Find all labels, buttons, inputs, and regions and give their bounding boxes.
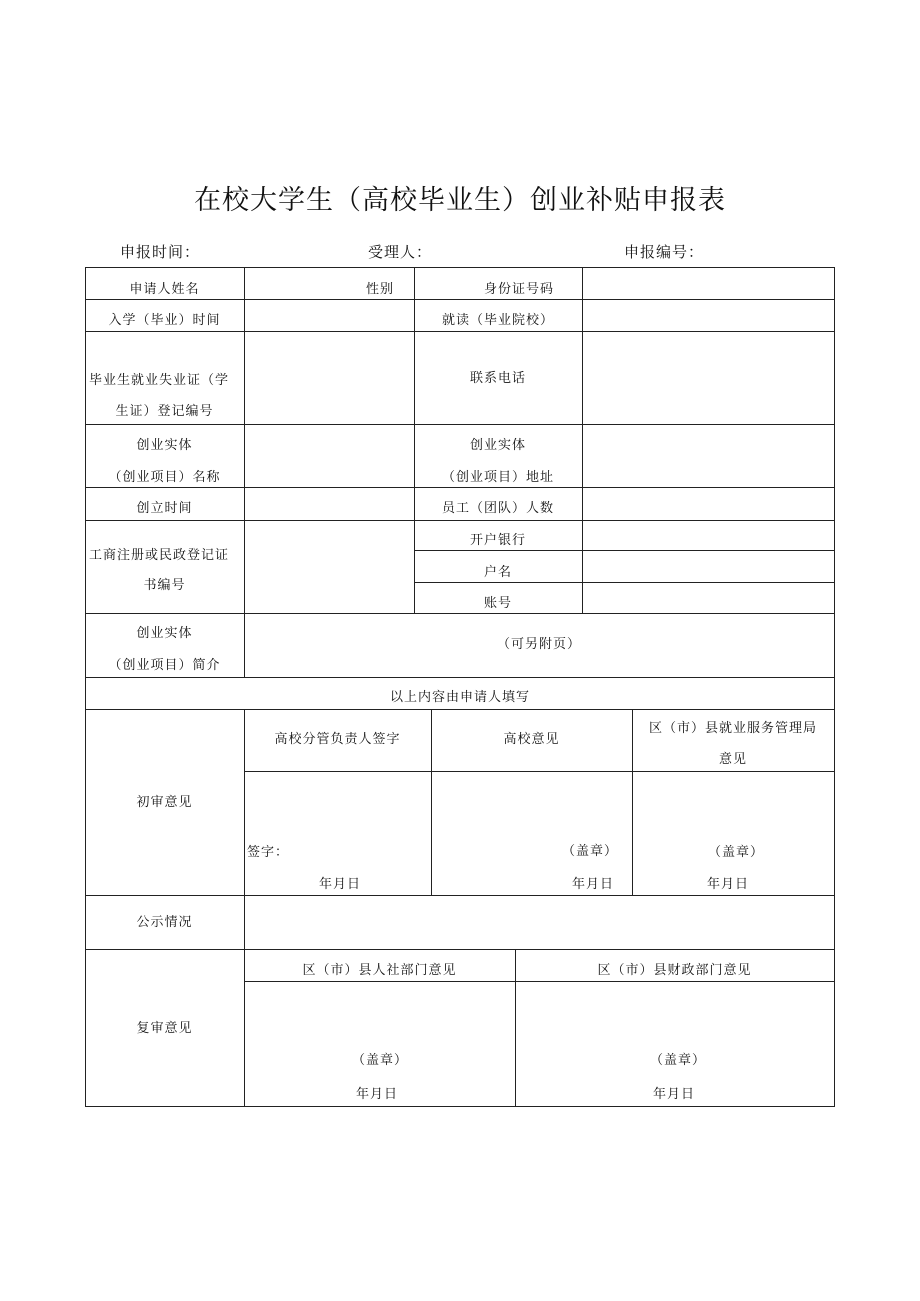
handler-label: 受理人： bbox=[368, 243, 433, 261]
finance-seal-label: （盖章） bbox=[650, 1053, 707, 1068]
employment-bureau-label-line2: 意见 bbox=[718, 752, 747, 767]
phone-label: 联系电话 bbox=[469, 371, 526, 386]
page-title: 在校大学生（高校毕业生）创业补贴申报表 bbox=[194, 185, 726, 216]
finance-dept-label: 区（市）县财政部门意见 bbox=[597, 963, 752, 978]
date-finance: 年月日 bbox=[653, 1087, 696, 1102]
employment-bureau-label-line1: 区（市）县就业服务管理局 bbox=[648, 721, 817, 736]
registration-label-line2: 书编号 bbox=[143, 578, 186, 593]
entity-address-label-line1: 创业实体 bbox=[469, 438, 526, 453]
apply-time-label: 申报时间： bbox=[120, 243, 201, 261]
certificate-label-line1: 毕业生就业失业证（学 bbox=[89, 373, 230, 388]
entity-name-label-line1: 创业实体 bbox=[136, 438, 193, 453]
school-label: 就读（毕业院校） bbox=[441, 313, 554, 328]
second-review-label: 复审意见 bbox=[136, 1021, 193, 1036]
bureau-seal-label: （盖章） bbox=[708, 845, 765, 860]
entity-address-label-line2: （创业项目）地址 bbox=[441, 470, 554, 485]
signature-label: 签字： bbox=[247, 845, 290, 860]
id-number-label: 身份证号码 bbox=[484, 282, 555, 297]
school-leader-signature-label: 高校分管负责人签字 bbox=[274, 732, 401, 747]
date-school: 年月日 bbox=[572, 877, 615, 892]
certificate-label-line2: 生证）登记编号 bbox=[115, 404, 214, 419]
intro-label-line2: （创业项目）简介 bbox=[108, 658, 221, 673]
staff-count-label: 员工（团队）人数 bbox=[441, 501, 554, 516]
attach-note: （可另附页） bbox=[496, 637, 581, 652]
publicity-label: 公示情况 bbox=[136, 915, 193, 930]
registration-label-line1: 工商注册或民政登记证 bbox=[89, 548, 230, 563]
hr-dept-label: 区（市）县人社部门意见 bbox=[302, 963, 457, 978]
hr-seal-label: （盖章） bbox=[352, 1053, 409, 1068]
school-opinion-label: 高校意见 bbox=[503, 732, 560, 747]
applicant-name-label: 申请人姓名 bbox=[129, 282, 200, 297]
filled-by-note: 以上内容由申请人填写 bbox=[389, 690, 530, 705]
date-leader: 年月日 bbox=[319, 877, 362, 892]
founded-time-label: 创立时间 bbox=[136, 501, 193, 516]
account-name-label: 户名 bbox=[483, 565, 512, 580]
date-bureau: 年月日 bbox=[707, 877, 750, 892]
account-number-label: 账号 bbox=[483, 596, 512, 611]
enroll-time-label: 入学（毕业）时间 bbox=[108, 313, 221, 328]
bank-label: 开户银行 bbox=[469, 533, 526, 548]
school-seal-label: （盖章） bbox=[562, 844, 619, 859]
intro-label-line1: 创业实体 bbox=[136, 626, 193, 641]
gender-label: 性别 bbox=[366, 282, 395, 297]
initial-review-label: 初审意见 bbox=[136, 795, 193, 810]
date-hr: 年月日 bbox=[356, 1087, 399, 1102]
apply-no-label: 申报编号： bbox=[624, 243, 705, 261]
entity-name-label-line2: （创业项目）名称 bbox=[108, 470, 221, 485]
